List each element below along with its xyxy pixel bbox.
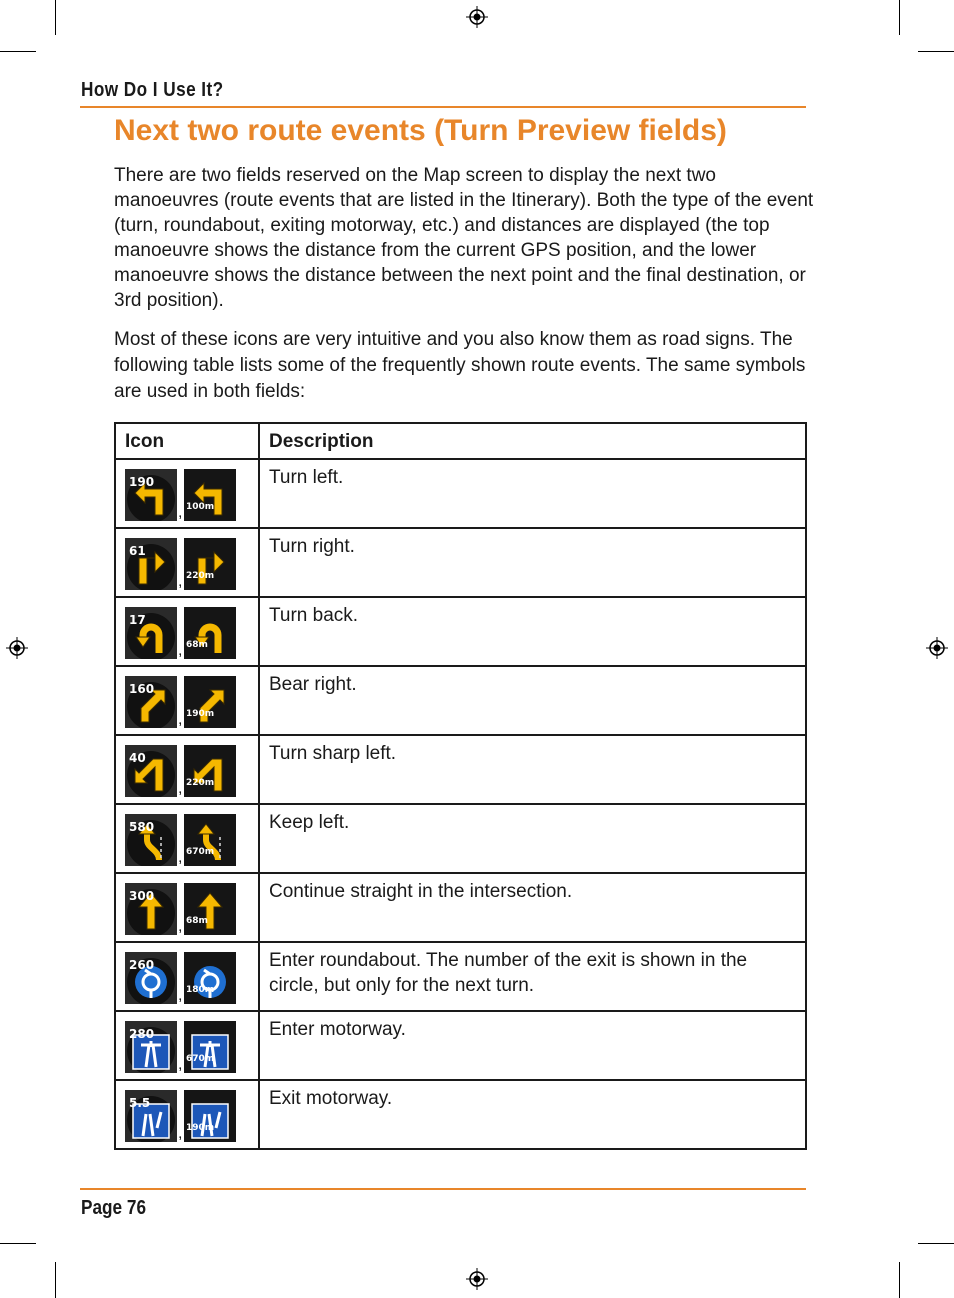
- table-row: [115, 804, 806, 873]
- turn-left-icon: [125, 469, 177, 521]
- icon-column-header: Icon: [115, 423, 259, 459]
- big-distance-label: 580: [129, 820, 155, 834]
- u-turn-icon: [184, 607, 236, 659]
- keep-left-icon: [184, 814, 236, 866]
- straight-icon: [184, 883, 236, 935]
- exit-motorway-icon: [184, 1090, 236, 1142]
- table-row: [115, 735, 806, 804]
- registration-mark-icon: [926, 637, 948, 659]
- description-cell: Enter motorway.: [259, 1011, 806, 1080]
- big-distance-label: 260: [129, 958, 155, 972]
- big-distance-label: 17: [129, 613, 146, 627]
- route-events-table: [114, 422, 807, 1150]
- description-cell: Enter roundabout. The number of the exit is shown in the circle, but only for the next turn.: [259, 942, 806, 1011]
- registration-mark-icon: [466, 6, 488, 28]
- page-footer: [80, 1188, 806, 1219]
- table-row: [115, 528, 806, 597]
- roundabout-icon: [184, 952, 236, 1004]
- separator: ,: [178, 504, 183, 521]
- crop-mark: [0, 51, 36, 52]
- small-distance-label: 670m: [186, 1054, 215, 1064]
- big-distance-label: 5.5: [129, 1096, 151, 1110]
- table-header-row: [115, 423, 806, 459]
- roundabout-icon: [125, 952, 177, 1004]
- icon-cell: [115, 597, 259, 666]
- table-row: [115, 666, 806, 735]
- table-row: [115, 1011, 806, 1080]
- icon-cell: [115, 804, 259, 873]
- description-cell: Exit motorway.: [259, 1080, 806, 1149]
- small-distance-label: 100m: [186, 502, 215, 512]
- crop-mark: [899, 0, 900, 35]
- separator: ,: [178, 1125, 183, 1142]
- big-distance-label: 190: [129, 475, 155, 489]
- separator: ,: [178, 987, 183, 1004]
- separator: ,: [178, 849, 183, 866]
- description-cell: Bear right.: [259, 666, 806, 735]
- sharp-left-icon: [125, 745, 177, 797]
- sharp-left-icon: [184, 745, 236, 797]
- registration-mark-icon: [466, 1268, 488, 1290]
- exit-motorway-icon: [125, 1090, 177, 1142]
- crop-mark: [899, 1262, 900, 1298]
- crop-mark: [0, 1243, 36, 1244]
- icon-cell: [115, 1080, 259, 1149]
- separator: ,: [178, 711, 183, 728]
- table-row: [115, 459, 806, 528]
- separator: ,: [178, 642, 183, 659]
- small-distance-label: 220m: [186, 571, 215, 581]
- turn-right-icon: [125, 538, 177, 590]
- table-row: [115, 1080, 806, 1149]
- icon-cell: [115, 735, 259, 804]
- keep-left-icon: [125, 814, 177, 866]
- header-title: How Do I Use It?: [81, 79, 224, 101]
- description-cell: Continue straight in the intersection.: [259, 873, 806, 942]
- separator: ,: [178, 573, 183, 590]
- small-distance-label: 190m: [186, 1123, 215, 1133]
- enter-motorway-icon: [125, 1021, 177, 1073]
- icon-cell: [115, 666, 259, 735]
- description-column-header: Description: [259, 423, 806, 459]
- crop-mark: [55, 1262, 56, 1298]
- description-cell: Keep left.: [259, 804, 806, 873]
- table-row: [115, 873, 806, 942]
- crop-mark: [918, 1243, 954, 1244]
- icon-cell: [115, 1011, 259, 1080]
- separator: ,: [178, 918, 183, 935]
- icon-cell: [115, 528, 259, 597]
- separator: ,: [178, 780, 183, 797]
- description-cell: Turn right.: [259, 528, 806, 597]
- small-distance-label: 180m: [186, 985, 215, 995]
- crop-mark: [918, 51, 954, 52]
- description-cell: Turn sharp left.: [259, 735, 806, 804]
- turn-left-icon: [184, 469, 236, 521]
- big-distance-label: 280: [129, 1027, 155, 1041]
- enter-motorway-icon: [184, 1021, 236, 1073]
- small-distance-label: 190m: [186, 709, 215, 719]
- crop-mark: [55, 0, 56, 35]
- big-distance-label: 61: [129, 544, 146, 558]
- icons-paragraph: Most of these icons are very intuitive and you also know them as road signs. The following table lists some of the frequently shown route events. The same symbols are used in both fields:: [114, 329, 806, 402]
- separator: ,: [178, 1056, 183, 1073]
- table-row: [115, 597, 806, 666]
- small-distance-label: 68m: [186, 640, 208, 650]
- big-distance-label: 40: [129, 751, 146, 765]
- straight-icon: [125, 883, 177, 935]
- u-turn-icon: [125, 607, 177, 659]
- turn-right-icon: [184, 538, 236, 590]
- small-distance-label: 68m: [186, 916, 208, 926]
- page-number: Page 76: [81, 1197, 147, 1219]
- icon-cell: [115, 942, 259, 1011]
- big-distance-label: 160: [129, 682, 155, 696]
- description-cell: Turn left.: [259, 459, 806, 528]
- small-distance-label: 220m: [186, 778, 215, 788]
- icon-cell: [115, 873, 259, 942]
- intro-paragraph: There are two fields reserved on the Map screen to display the next two manoeuvres (route events that are listed in the Itinerary). Both the type of the event (turn, roundabout, exiting motorway, etc.) and distances are displayed (the top manoeuvre shows the distance from the current GPS position, and the lower manoeuvre shows the distance between the next point and the final destination, or 3rd position).: [114, 165, 814, 311]
- bear-right-icon: [125, 676, 177, 728]
- page-header: [80, 76, 806, 108]
- registration-mark-icon: [6, 637, 28, 659]
- big-distance-label: 300: [129, 889, 155, 903]
- bear-right-icon: [184, 676, 236, 728]
- small-distance-label: 670m: [186, 847, 215, 857]
- table-row: [115, 942, 806, 1011]
- section-title: Next two route events (Turn Preview fields): [114, 114, 727, 147]
- description-cell: Turn back.: [259, 597, 806, 666]
- icon-cell: [115, 459, 259, 528]
